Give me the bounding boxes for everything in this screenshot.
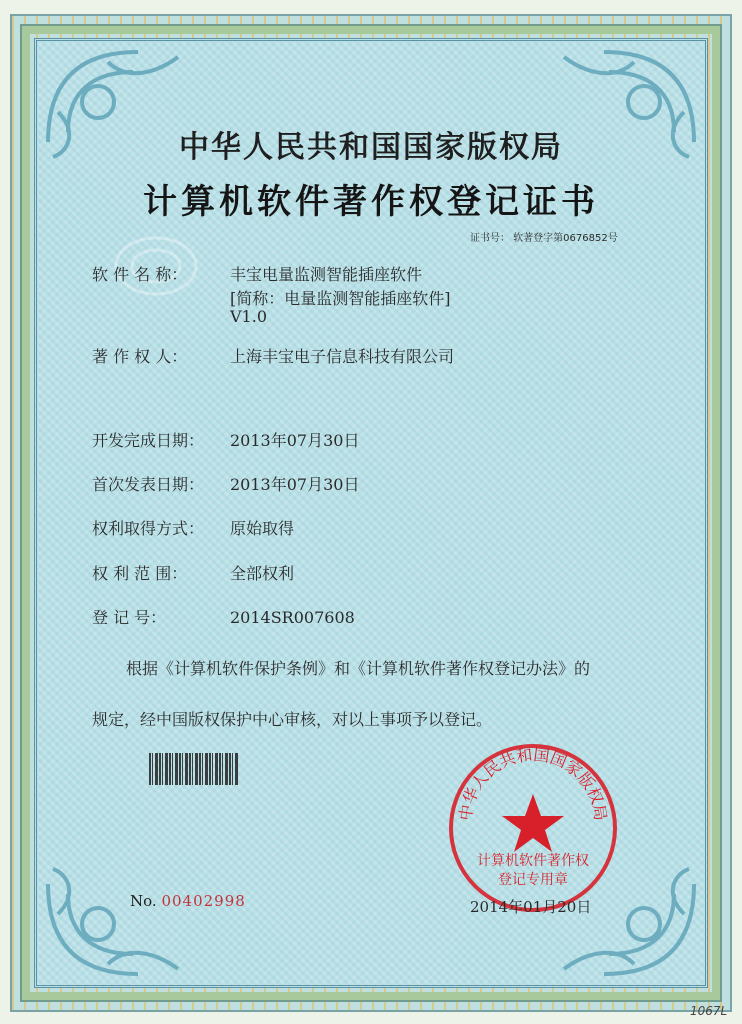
scope-row (92, 561, 294, 584)
acquisition-row (92, 516, 294, 539)
pub-date-label: 首次发表日期： (92, 475, 205, 494)
seal-line-2: 登记专用章 (498, 872, 568, 888)
scope-value: 全部权利 (230, 564, 295, 583)
dev-date-value: 2013年07月30日 (230, 431, 360, 450)
seal-ring-text: 中华人民共和国国家版权局 (455, 744, 611, 822)
legal-basis-line-2: 规定，经中国版权保护中心审核，对以上事项予以登记。 (92, 710, 493, 729)
barcode-icon (149, 753, 239, 785)
acquisition-value: 原始取得 (230, 519, 295, 538)
registration-row (92, 605, 355, 628)
dev-date-label: 开发完成日期： (92, 431, 205, 450)
software-name-row (92, 262, 422, 285)
software-name-value: 丰宝电量监测智能插座软件 (230, 265, 423, 284)
star-icon (502, 794, 564, 852)
short-name-value: [简称：电量监测智能插座软件] (230, 289, 451, 308)
dev-date-row (92, 428, 359, 451)
official-seal (447, 742, 619, 914)
owner-value: 上海丰宝电子信息科技有限公司 (230, 347, 455, 366)
owner-label: 著 作 权 人： (92, 347, 188, 366)
pub-date-value: 2013年07月30日 (230, 475, 360, 494)
scope-label: 权 利 范 围： (92, 564, 188, 583)
issuing-authority: 中华人民共和国国家版权局 (179, 130, 563, 165)
owner-row (92, 344, 454, 367)
certificate-title: 计算机软件著作权登记证书 (143, 182, 599, 222)
certificate-number: 证书号： 软著登字第0676852号 (470, 233, 618, 244)
serial-label: No. (130, 892, 157, 910)
handwritten-note: 1067L (690, 1004, 728, 1018)
seal-line-1: 计算机软件著作权 (477, 853, 589, 869)
serial-value: 00402998 (161, 892, 246, 910)
corner-ornament-icon (38, 864, 188, 984)
acquisition-label: 权利取得方式： (92, 519, 205, 538)
issue-date: 2014年01月20日 (470, 898, 592, 916)
pub-date-row (92, 472, 359, 495)
legal-basis-line-1: 根据《计算机软件保护条例》和《计算机软件著作权登记办法》的 (126, 659, 591, 678)
registration-number: 2014SR007608 (230, 608, 355, 627)
version-value: V1.0 (230, 307, 267, 326)
software-name-label: 软 件 名 称： (92, 265, 188, 284)
serial-number (130, 892, 246, 910)
registration-label: 登 记 号： (92, 608, 167, 627)
